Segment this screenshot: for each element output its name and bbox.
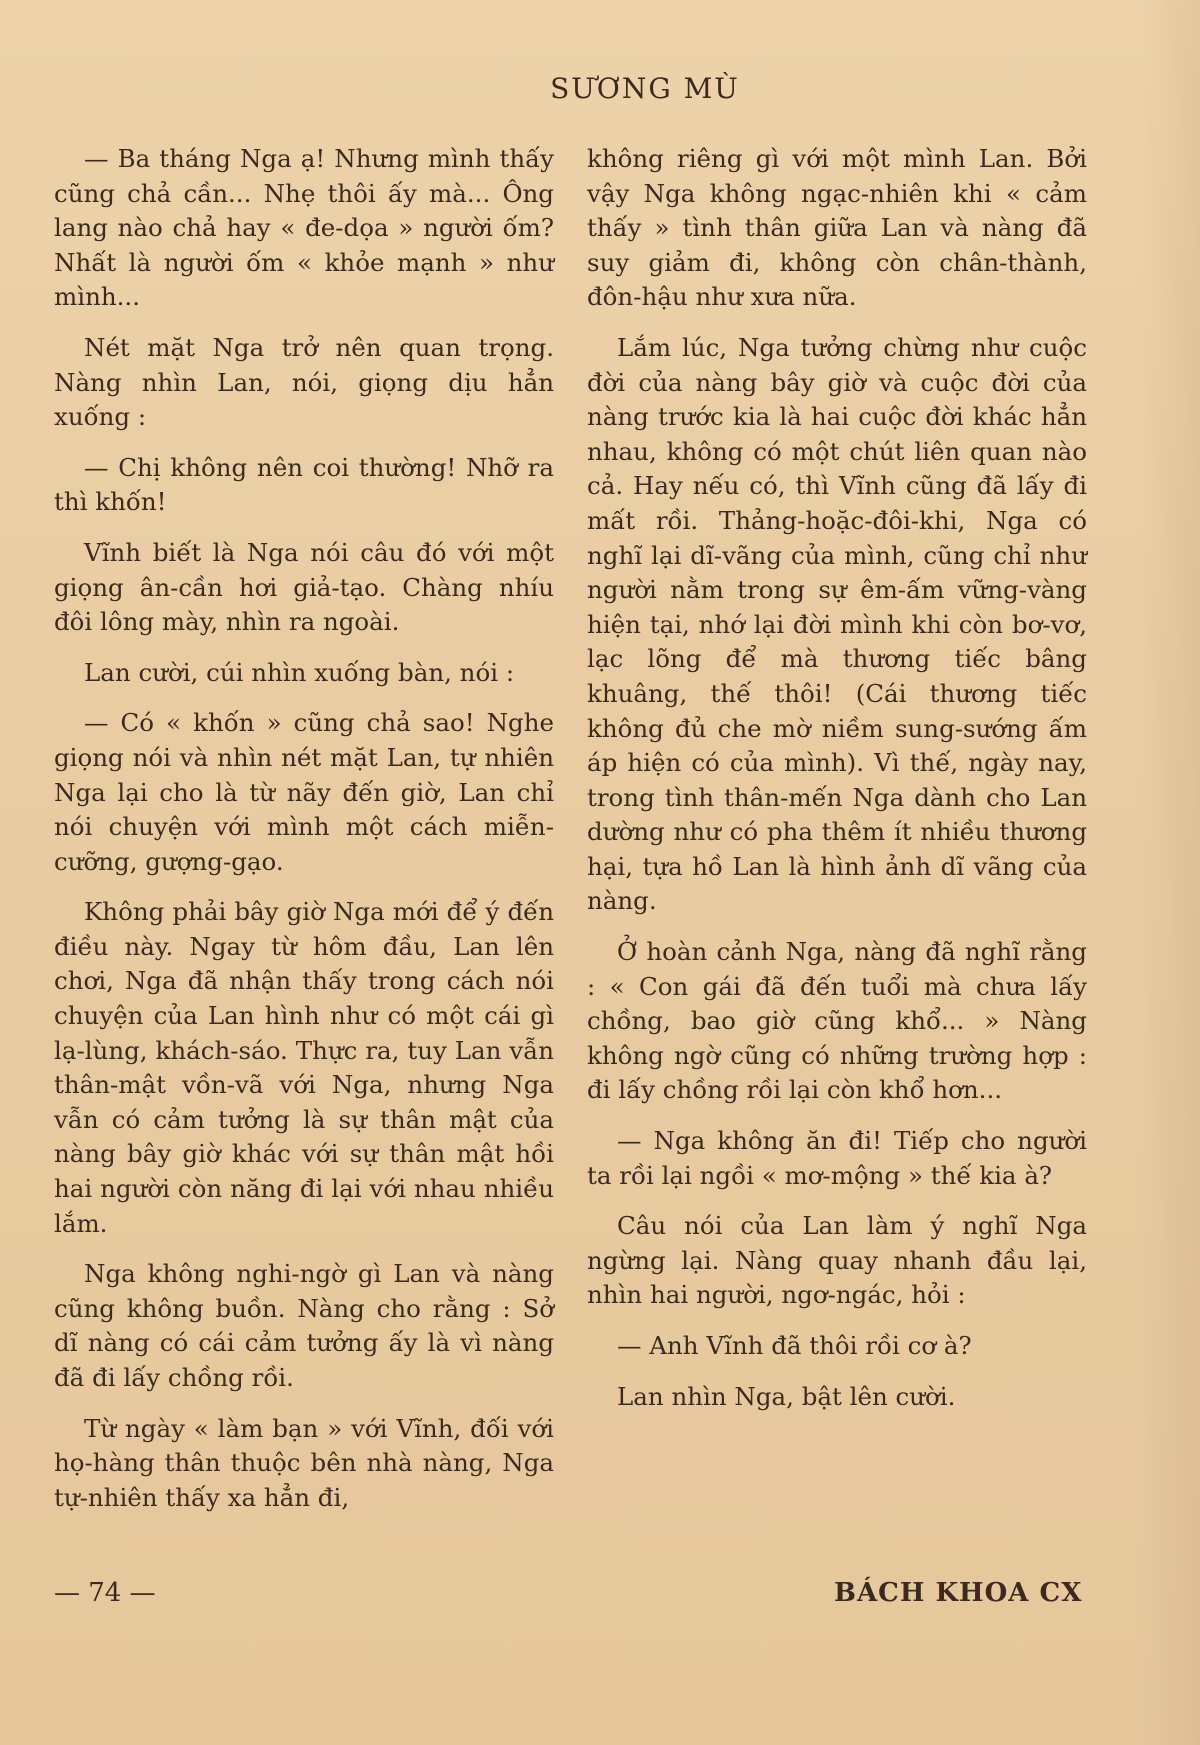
right-column	[587, 142, 1087, 1430]
paragraph: Lắm lúc, Nga tưởng chừng như cuộc đời của nàng bây giờ và cuộc đời của nàng trước kia là hai cuộc đời khác hẳn nhau, không có một chút liên quan nào cả. Hay nếu có, thì Vĩnh cũng đã lấy đi mất rồi. Thảng-hoặc-đôi-khi, Nga có nghĩ lại dĩ-vãng của mình, cũng chỉ như người nằm trong sự êm-ấm vững-vàng hiện tại, nhớ lại đời mình khi còn bơ-vơ, lạc lõng để mà thương tiếc bâng khuâng, thế thôi! (Cái thương tiếc không đủ che mờ niềm sung-sướng ấm áp hiện có của mình). Vì thế, ngày nay, trong tình thân-mến Nga dành cho Lan dường như có pha thêm ít nhiều thương hại, tựa hồ Lan là hình ảnh dĩ vãng của nàng.	[587, 332, 1087, 916]
paragraph: — Nga không ăn đi! Tiếp cho người ta rồi lại ngồi « mơ-mộng » thế kia à?	[587, 1126, 1087, 1190]
paragraph: Không phải bây giờ Nga mới để ý đến điều này. Ngay từ hôm đầu, Lan lên chơi, Nga đã nhận thấy trong cách nói chuyện của Lan hình như có một cái gì lạ-lùng, khách-sáo. Thực ra, tuy Lan vẫn thân-mật vồn-vã với Nga, nhưng Nga vẫn có cảm tưởng là sự thân mật của nàng bây giờ khác với sự thân mật hồi hai người còn năng đi lại với nhau nhiều lắm.	[54, 897, 554, 1238]
paragraph: Câu nói của Lan làm ý nghĩ Nga ngừng lại. Nàng quay nhanh đầu lại, nhìn hai người, ngơ-ngác, hỏi :	[587, 1211, 1087, 1310]
paragraph: — Chị không nên coi thường! Nhỡ ra thì khốn!	[54, 452, 554, 517]
paragraph: Nét mặt Nga trở nên quan trọng. Nàng nhìn Lan, nói, giọng dịu hẳn xuống :	[54, 332, 554, 432]
left-column	[54, 142, 554, 1531]
paragraph: Lan nhìn Nga, bật lên cười.	[617, 1381, 956, 1411]
paragraph: Từ ngày « làm bạn » với Vĩnh, đối với họ-hàng thân thuộc bên nhà nàng, Nga tự-nhiên thấy xa hẳn đi,	[54, 1413, 554, 1512]
paragraph: — Có « khốn » cũng chả sao! Nghe giọng nói và nhìn nét mặt Lan, tự nhiên Nga lại cho là từ nãy đến giờ, Lan chỉ nói chuyện với mình một cách miễn-cưỡng, gượng-gạo.	[54, 708, 554, 876]
paragraph: không riêng gì với một mình Lan. Bởi vậy Nga không ngạc-nhiên khi « cảm thấy » tình thân giữa Lan và nàng đã suy giảm đi, không còn chân-thành, đôn-hậu như xưa nữa.	[587, 144, 1087, 312]
page-edge-shading	[1140, 0, 1200, 1745]
running-header: SƯƠNG MÙ	[550, 72, 740, 105]
paragraph: — Ba tháng Nga ạ! Nhưng mình thấy cũng chả cần... Nhẹ thôi ấy mà... Ông lang nào chả hay « đe-dọa » người ốm? Nhất là người ốm « khỏe mạnh » như mình...	[54, 144, 554, 312]
paragraph: — Anh Vĩnh đã thôi rồi cơ à?	[617, 1331, 972, 1360]
paragraph: Vĩnh biết là Nga nói câu đó với một giọng ân-cần hơi giả-tạo. Chàng nhíu đôi lông mày, nhìn ra ngoài.	[54, 537, 554, 637]
magazine-name: BÁCH KHOA CX	[834, 1578, 1083, 1608]
paragraph: Lan cười, cúi nhìn xuống bàn, nói :	[84, 657, 515, 687]
paragraph: Nga không nghi-ngờ gì Lan và nàng cũng không buồn. Nàng cho rằng : Sở dĩ nàng có cái cảm tưởng ấy là vì nàng đã đi lấy chồng rồi.	[54, 1259, 554, 1392]
paragraph: Ở hoàn cảnh Nga, nàng đã nghĩ rằng : « Con gái đã đến tuổi mà chưa lấy chồng, bao giờ cũng khổ... » Nàng không ngờ cũng có những trường hợp : đi lấy chồng rồi lại còn khổ hơn...	[587, 937, 1087, 1105]
page-number: — 74 —	[54, 1578, 156, 1608]
